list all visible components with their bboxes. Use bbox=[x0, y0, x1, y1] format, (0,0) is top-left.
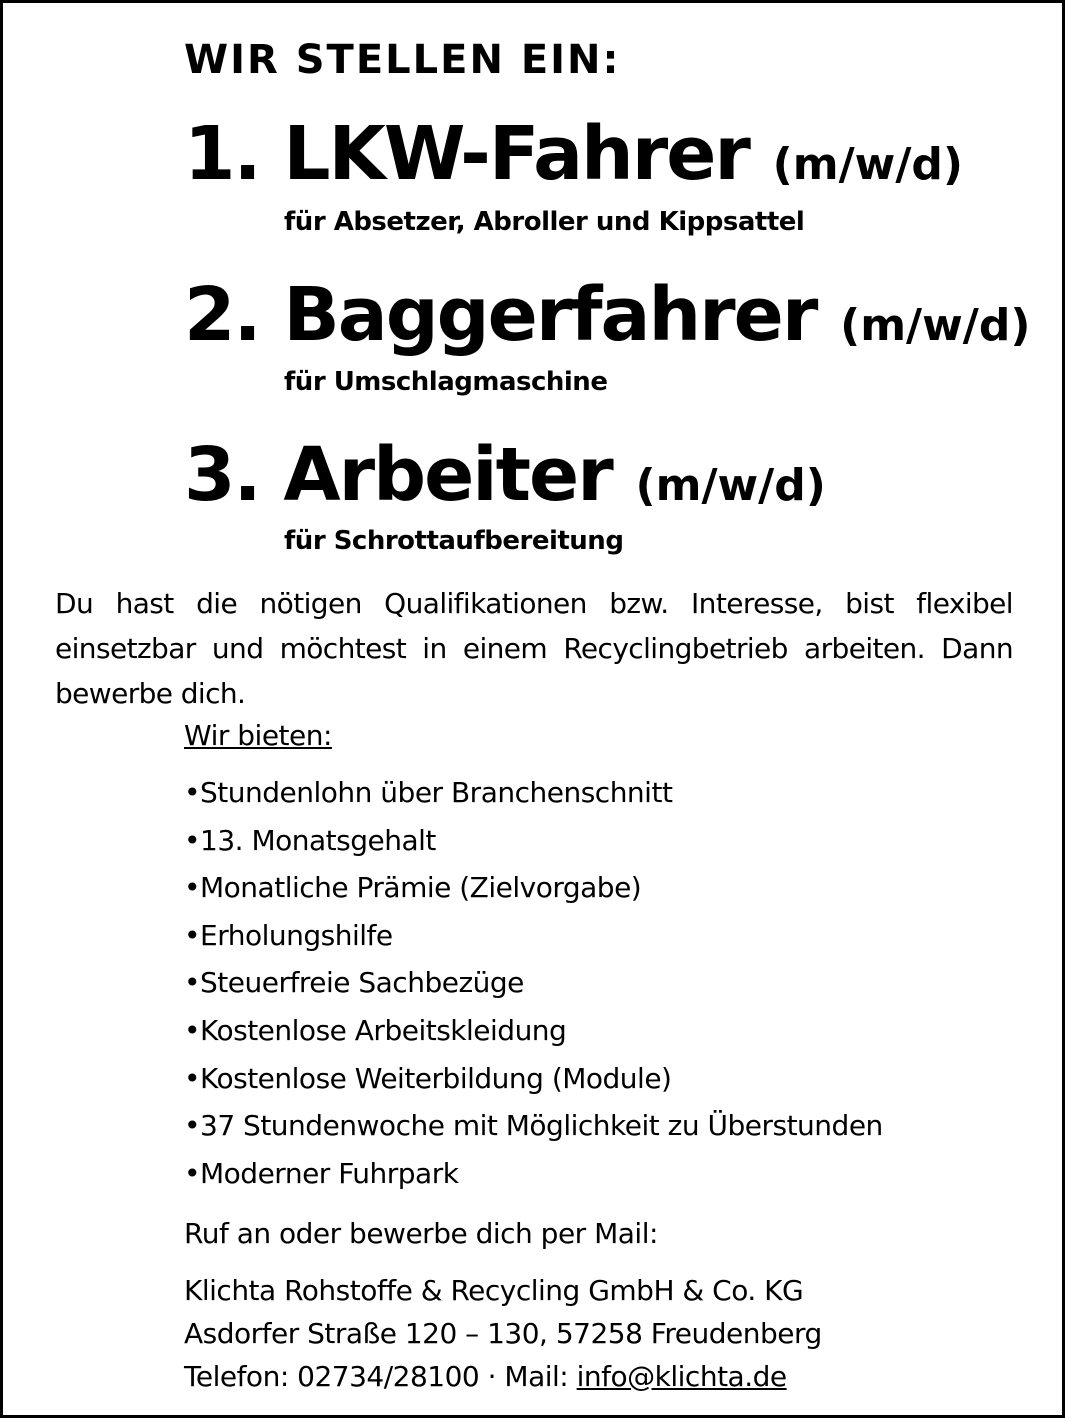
job-3-suffix: (m/w/d) bbox=[635, 460, 826, 511]
job-1-suffix: (m/w/d) bbox=[772, 139, 964, 190]
contact-line bbox=[184, 1355, 822, 1398]
job-2-subtitle: für Umschlagmaschine bbox=[284, 367, 608, 397]
phone-text: Telefon: 02734/28100 · Mail: bbox=[184, 1360, 577, 1393]
offer-title: Wir bieten: bbox=[184, 719, 332, 752]
list-item: • 37 Stundenwoche mit Möglichkeit zu Überstunden bbox=[184, 1102, 883, 1150]
job-1 bbox=[184, 111, 964, 197]
list-item: • Monatliche Prämie (Zielvorgabe) bbox=[184, 864, 883, 912]
job-2-title: 2. Baggerfahrer (m/w/d) bbox=[184, 272, 1031, 358]
job-3-title: 3. Arbeiter (m/w/d) bbox=[184, 432, 826, 518]
benefits-list bbox=[184, 769, 883, 1197]
list-item: • Steuerfreie Sachbezüge bbox=[184, 959, 883, 1007]
job-2 bbox=[184, 272, 1031, 358]
list-item: • Stundenlohn über Branchenschnitt bbox=[184, 769, 883, 817]
headline: WIR STELLEN EIN: bbox=[184, 37, 621, 83]
list-item: • Erholungshilfe bbox=[184, 912, 883, 960]
list-item: • 13. Monatsgehalt bbox=[184, 817, 883, 865]
job-1-subtitle: für Absetzer, Abroller und Kippsattel bbox=[284, 207, 805, 237]
job-1-title: 1. LKW-Fahrer (m/w/d) bbox=[184, 111, 964, 197]
call-to-action: Ruf an oder bewerbe dich per Mail: bbox=[184, 1217, 658, 1250]
contact-block bbox=[184, 1269, 822, 1398]
job-3 bbox=[184, 432, 826, 518]
company-name: Klichta Rohstoffe & Recycling GmbH & Co. KG bbox=[184, 1274, 804, 1307]
job-3-subtitle: für Schrottaufbereitung bbox=[284, 526, 624, 556]
list-item: • Kostenlose Weiterbildung (Module) bbox=[184, 1055, 883, 1103]
company-address: Asdorfer Straße 120 – 130, 57258 Freudenberg bbox=[184, 1317, 822, 1350]
list-item: • Kostenlose Arbeitskleidung bbox=[184, 1007, 883, 1055]
list-item: • Moderner Fuhrpark bbox=[184, 1150, 883, 1198]
email-link[interactable]: info@klichta.de bbox=[576, 1360, 787, 1393]
intro-text: Du hast die nötigen Qualifikationen bzw. Interesse, bist flexibel einsetzbar und möchtest in einem Recyclingbetrieb arbeiten. Dann bewerbe dich. bbox=[55, 587, 1013, 710]
job-2-suffix: (m/w/d) bbox=[840, 300, 1031, 351]
